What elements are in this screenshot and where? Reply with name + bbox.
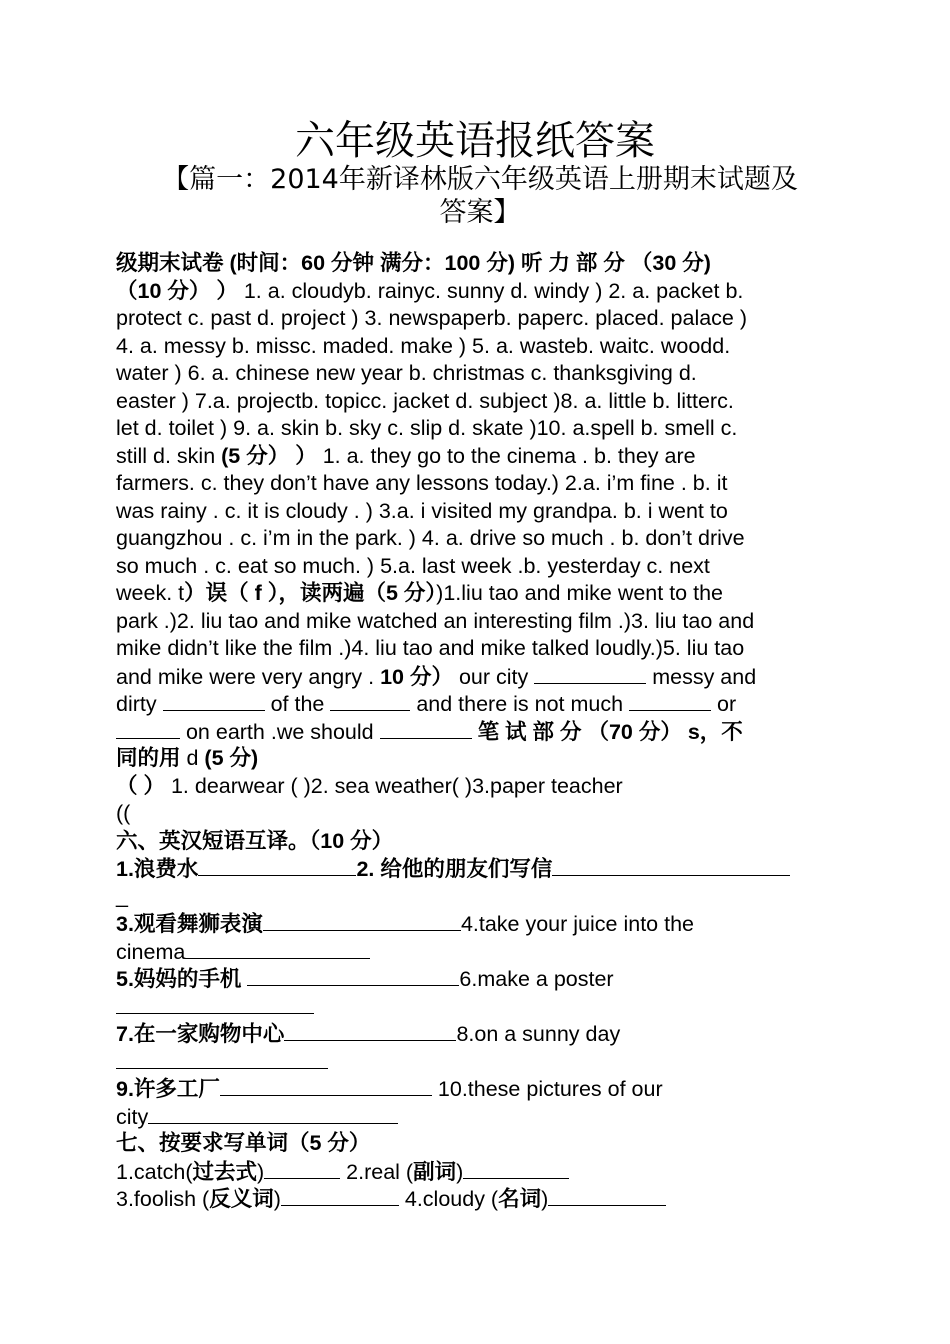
answer-blank[interactable] xyxy=(220,1075,432,1096)
body-line: easter ) 7.a. projectb. topicc. jacket d. subject )8. a. little b. litterc. xyxy=(116,388,734,413)
body-text: and mike were very angry . xyxy=(116,664,381,689)
page-title: 六年级英语报纸答案 xyxy=(295,118,655,164)
body-text: 1. dearwear ( )2. sea weather( )3.paper teacher xyxy=(164,773,623,798)
word-1-close: ) xyxy=(257,1159,265,1184)
body-text: week. t xyxy=(116,581,185,605)
body-text: of the xyxy=(264,692,331,716)
question-line xyxy=(116,1020,841,1048)
body-text: still d. skin xyxy=(116,443,222,468)
answer-paren: （ ） xyxy=(116,773,165,798)
question-line xyxy=(116,993,841,1021)
body-line: (( xyxy=(116,801,131,825)
answer-blank[interactable] xyxy=(281,1185,399,1206)
answer-blank[interactable] xyxy=(330,690,410,711)
section-score: （10 分） ） xyxy=(116,278,238,303)
section-score: (5 分） ） xyxy=(221,443,317,468)
answer-blank[interactable] xyxy=(247,965,459,986)
section-heading: 笔 试 部 分 （70 分） xyxy=(471,719,682,744)
question-line xyxy=(116,1048,841,1076)
body-text: dirty xyxy=(116,692,163,716)
word-4-hint: 名词 xyxy=(498,1187,542,1211)
body-text: and there is not much xyxy=(410,692,630,716)
body-line: farmers. c. they don’t have any lessons today.) 2.a. i’m fine . b. it xyxy=(116,471,728,495)
document-body xyxy=(116,250,841,1213)
word-2-close: ) xyxy=(456,1159,464,1184)
question-7: 7.在一家购物中心 xyxy=(116,1022,285,1046)
answer-blank[interactable] xyxy=(264,1158,340,1179)
body-text: 1. a. cloudyb. rainyc. sunny d. windy ) 2. a. packet b. xyxy=(237,278,744,303)
question-4-cont: cinema xyxy=(116,939,186,964)
question-3: 3.观看舞狮表演 xyxy=(116,912,263,936)
answer-blank[interactable] xyxy=(629,690,711,711)
question-1: 1.浪费水 xyxy=(116,857,199,881)
body-line: 4. a. messy b. missc. maded. make ) 5. a. wasteb. waitc. woodd. xyxy=(116,333,731,358)
answer-blank[interactable] xyxy=(163,690,265,711)
body-line: was rainy . c. it is cloudy . ) 3.a. i visited my grandpa. b. i went to xyxy=(116,498,728,523)
body-text: our city xyxy=(452,664,535,689)
body-line xyxy=(116,690,841,718)
section-score: 10 分） xyxy=(380,664,453,689)
answer-blank[interactable] xyxy=(116,718,180,739)
body-line xyxy=(116,773,841,801)
question-line xyxy=(116,1158,841,1186)
body-line xyxy=(116,580,841,608)
section-heading-six: 六、英汉短语互译。（10 分） xyxy=(116,828,394,853)
body-line: guangzhou . c. i’m in the park. ) 4. a. drive so much . b. don’t drive xyxy=(116,526,745,550)
question-5: 5.妈妈的手机 xyxy=(116,967,248,991)
answer-blank[interactable] xyxy=(185,938,370,959)
question-9: 9.许多工厂 xyxy=(116,1077,220,1101)
question-4: 4.take your juice into the xyxy=(460,912,694,936)
body-text: or xyxy=(711,692,737,716)
body-line xyxy=(116,718,841,746)
body-line xyxy=(116,443,841,471)
question-line: _ xyxy=(116,883,128,908)
subtitle-line-1: 【篇一：2014年新译林版六年级英语上册期末试题及 xyxy=(162,164,798,195)
word-4-close: ) xyxy=(541,1187,549,1211)
body-text: d xyxy=(180,746,205,770)
body-text: messy and xyxy=(646,664,757,689)
question-8: 8.on a sunny day xyxy=(456,1022,621,1046)
question-6: 6.make a poster xyxy=(459,967,614,991)
answer-blank[interactable] xyxy=(198,855,356,876)
word-1-hint: 过去式 xyxy=(192,1159,257,1184)
question-line xyxy=(116,965,841,993)
body-line xyxy=(116,663,841,691)
body-line xyxy=(116,278,841,306)
body-line xyxy=(116,745,841,773)
page-subtitle xyxy=(120,163,840,229)
word-2: 2.real ( xyxy=(340,1159,414,1184)
question-line xyxy=(116,1185,841,1213)
question-line xyxy=(116,938,841,966)
answer-blank[interactable] xyxy=(116,993,314,1014)
question-10: 10.these pictures of our xyxy=(431,1077,663,1101)
body-text: on earth .we should xyxy=(180,719,380,744)
section-score: (5 分) xyxy=(204,746,259,770)
question-line xyxy=(116,1103,841,1131)
answer-blank[interactable] xyxy=(548,1185,666,1206)
body-text: )1.liu tao and mike went to the xyxy=(436,581,723,605)
answer-blank[interactable] xyxy=(552,855,790,876)
answer-blank[interactable] xyxy=(380,718,472,739)
body-line: mike didn’t like the film .)4. liu tao and mike talked loudly.)5. liu tao xyxy=(116,636,745,660)
word-3-hint: 反义词 xyxy=(209,1187,274,1211)
answer-blank[interactable] xyxy=(463,1158,569,1179)
answer-blank[interactable] xyxy=(534,663,646,684)
word-3: 3.foolish ( xyxy=(116,1187,210,1211)
question-line xyxy=(116,910,841,938)
body-line: let d. toilet ) 9. a. skin b. sky c. slip d. skate )10. a.spell b. smell c. xyxy=(116,416,738,440)
word-2-hint: 副词 xyxy=(413,1159,457,1184)
word-3-close: ) xyxy=(273,1187,281,1211)
word-4: 4.cloudy ( xyxy=(398,1187,499,1211)
answer-blank[interactable] xyxy=(263,910,461,931)
section-score: ）误（ f ），读两遍（5 分） xyxy=(184,581,437,605)
body-line: water ) 6. a. chinese new year b. christmas c. thanksgiving d. xyxy=(116,361,697,385)
answer-blank[interactable] xyxy=(116,1048,328,1069)
exam-header-line: 级期末试卷 (时间：60 分钟 满分：100 分) 听 力 部 分 （30 分) xyxy=(116,251,711,275)
answer-blank[interactable] xyxy=(148,1103,398,1124)
question-2: 2. 给他的朋友们写信 xyxy=(356,857,553,881)
body-text: s，不 xyxy=(681,719,743,744)
body-text: 1. a. they go to the cinema . b. they are xyxy=(316,443,696,468)
subtitle-line-2: 答案】 xyxy=(439,197,521,228)
question-10-cont: city xyxy=(116,1104,149,1129)
section-heading-seven: 七、按要求写单词（5 分） xyxy=(116,1131,371,1155)
question-line xyxy=(116,1075,841,1103)
body-line: so much . c. eat so much. ) 5.a. last week .b. yesterday c. next xyxy=(116,553,710,578)
question-line xyxy=(116,855,841,883)
body-line: protect c. past d. project ) 3. newspaperb. paperc. placed. palace ) xyxy=(116,306,748,330)
word-1: 1.catch( xyxy=(116,1159,193,1184)
answer-blank[interactable] xyxy=(284,1020,456,1041)
body-text: 同的用 xyxy=(116,746,181,770)
body-line: park .)2. liu tao and mike watched an interesting film .)3. liu tao and xyxy=(116,608,755,633)
